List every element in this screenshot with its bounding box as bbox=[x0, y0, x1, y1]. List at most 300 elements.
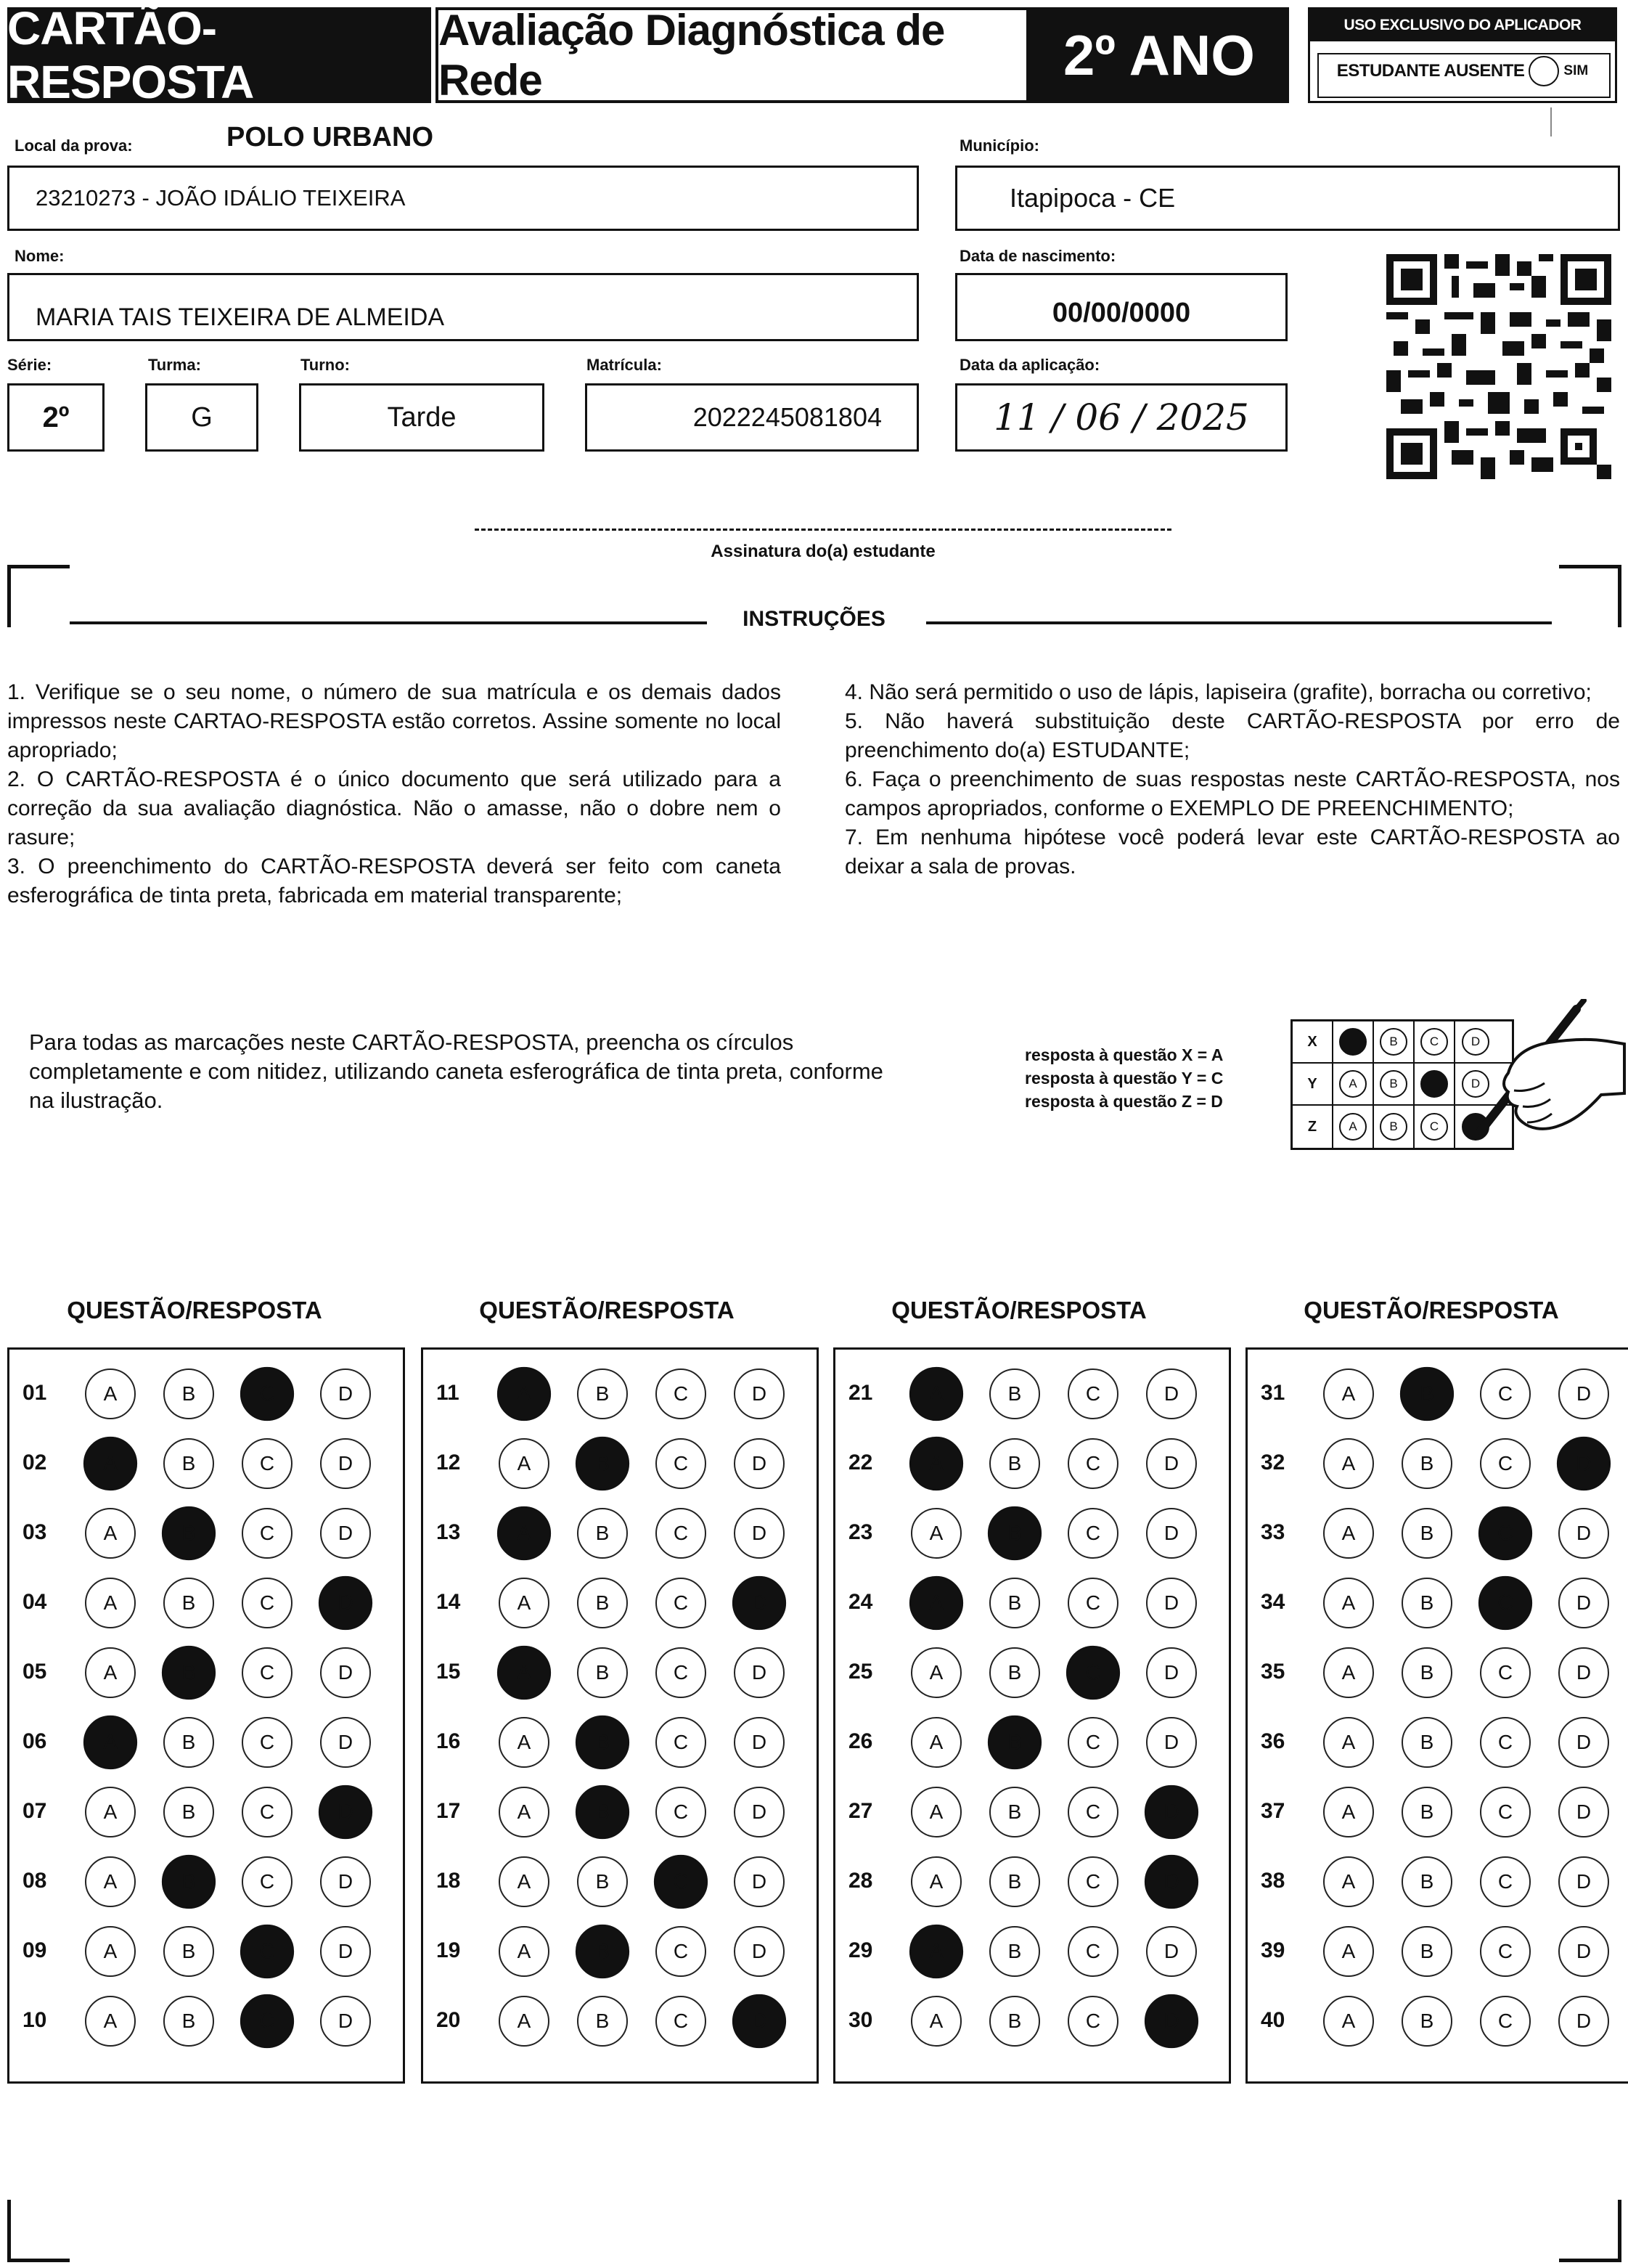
local-value: 23210273 - JOÃO IDÁLIO TEIXEIRA bbox=[36, 185, 406, 211]
answer-bubble-d[interactable]: D bbox=[1145, 1785, 1198, 1839]
answer-bubble-a[interactable]: A bbox=[1323, 1717, 1374, 1768]
answer-bubble-a[interactable]: A bbox=[85, 1926, 136, 1977]
column-title: QUESTÃO/RESPOSTA bbox=[1304, 1297, 1559, 1323]
answer-bubble-d[interactable]: D bbox=[1146, 1926, 1197, 1977]
column-title: QUESTÃO/RESPOSTA bbox=[479, 1297, 735, 1323]
question-row bbox=[423, 1923, 817, 1993]
instructions-right bbox=[845, 678, 1620, 881]
answer-bubble-b[interactable]: B bbox=[1402, 1647, 1452, 1698]
answer-bubble-d[interactable]: D bbox=[1558, 1647, 1609, 1698]
example-bubble-b: B bbox=[1380, 1070, 1407, 1098]
answer-bubble-a[interactable]: A bbox=[497, 1367, 551, 1421]
answer-bubble-d[interactable]: D bbox=[734, 1787, 785, 1837]
answer-bubble-d[interactable]: D bbox=[734, 1856, 785, 1907]
answer-bubble-b[interactable]: B bbox=[577, 1508, 628, 1559]
instructions-left bbox=[7, 678, 781, 910]
answer-bubble-c[interactable]: C bbox=[1480, 1647, 1531, 1698]
local-value-top: POLO URBANO bbox=[226, 122, 433, 152]
answer-bubble-b[interactable]: B bbox=[163, 1926, 214, 1977]
answer-bubble-b[interactable]: B bbox=[1402, 1856, 1452, 1907]
answer-bubble-d[interactable]: D bbox=[1145, 1994, 1198, 2048]
instruction-item: 5. Não haverá substituição deste CARTÃO-RESPOSTA por erro de preenchimento do(a) ESTUDANTE; bbox=[845, 709, 1620, 762]
question-number: 09 bbox=[23, 1938, 47, 1962]
question-number: 22 bbox=[848, 1451, 873, 1474]
answer-bubble-c[interactable]: C bbox=[1066, 1646, 1120, 1700]
question-row bbox=[835, 1784, 1229, 1853]
answer-bubble-d[interactable]: D bbox=[320, 1508, 371, 1559]
question-number: 21 bbox=[848, 1381, 873, 1405]
matricula-value: 2022245081804 bbox=[692, 402, 882, 432]
answer-bubble-c[interactable]: C bbox=[240, 1925, 294, 1978]
answer-bubble-a[interactable]: A bbox=[911, 1717, 962, 1768]
answer-bubble-a[interactable]: A bbox=[1323, 1438, 1374, 1489]
question-row bbox=[1248, 1505, 1628, 1575]
turno-value: Tarde bbox=[387, 401, 457, 433]
question-number: 36 bbox=[1261, 1729, 1285, 1753]
answer-bubble-b[interactable]: B bbox=[989, 1578, 1040, 1628]
answer-bubble-d[interactable]: D bbox=[1558, 1996, 1609, 2047]
answer-bubble-b[interactable]: B bbox=[1402, 1717, 1452, 1768]
answer-bubble-c[interactable]: C bbox=[242, 1856, 293, 1907]
answer-bubble-a[interactable]: A bbox=[909, 1367, 963, 1421]
answer-bubble-b[interactable]: B bbox=[162, 1646, 216, 1700]
answer-bubble-b[interactable]: B bbox=[1402, 1787, 1452, 1837]
answer-bubble-a[interactable]: A bbox=[499, 1578, 549, 1628]
nome-field bbox=[7, 273, 919, 341]
answer-bubble-c[interactable]: C bbox=[1480, 1996, 1531, 2047]
question-row bbox=[423, 1366, 817, 1435]
question-number: 33 bbox=[1261, 1520, 1285, 1544]
question-number: 15 bbox=[436, 1660, 461, 1684]
example-cell bbox=[1333, 1106, 1374, 1148]
question-row bbox=[1248, 1784, 1628, 1853]
answer-bubble-a[interactable]: A bbox=[499, 1787, 549, 1837]
answer-column-1 bbox=[7, 1347, 405, 2084]
matricula-label: Matrícula: bbox=[586, 356, 662, 374]
answer-bubble-a[interactable]: A bbox=[85, 1647, 136, 1698]
answer-bubble-d[interactable]: D bbox=[320, 1856, 371, 1907]
answer-bubble-d[interactable]: D bbox=[1558, 1368, 1609, 1419]
question-row bbox=[423, 1993, 817, 2063]
answer-bubble-b[interactable]: B bbox=[988, 1506, 1042, 1560]
answer-bubble-b[interactable]: B bbox=[576, 1716, 629, 1769]
answer-bubble-b[interactable]: B bbox=[576, 1785, 629, 1839]
answer-bubble-d[interactable]: D bbox=[320, 1438, 371, 1489]
answer-bubble-d[interactable]: D bbox=[1558, 1856, 1609, 1907]
answer-bubble-b[interactable]: B bbox=[1400, 1367, 1454, 1421]
instruction-item: 3. O preenchimento do CARTÃO-RESPOSTA deverá ser feito com caneta esferográfica de tinta preta, fabricada em material transparente; bbox=[7, 854, 781, 907]
evaluation-title: Avaliação Diagnóstica de Rede bbox=[435, 7, 1029, 103]
answer-bubble-c[interactable]: C bbox=[1480, 1438, 1531, 1489]
answer-bubble-a[interactable]: A bbox=[911, 1508, 962, 1559]
instruction-item: 6. Faça o preenchimento de suas respostas neste CARTÃO-RESPOSTA, nos campos apropriados, conforme o EXEMPLO DE PREENCHIMENTO; bbox=[845, 767, 1620, 820]
answer-bubble-a[interactable]: A bbox=[497, 1646, 551, 1700]
answer-bubble-d[interactable]: D bbox=[320, 1717, 371, 1768]
answer-bubble-b[interactable]: B bbox=[988, 1716, 1042, 1769]
answer-bubble-b[interactable]: B bbox=[1402, 1508, 1452, 1559]
question-row bbox=[9, 1575, 403, 1644]
answer-bubble-a[interactable]: A bbox=[909, 1925, 963, 1978]
grade-year: 2º ANO bbox=[1029, 7, 1289, 103]
answer-bubble-a[interactable]: A bbox=[85, 1787, 136, 1837]
aplicacao-value: 11 / 06 / 2025 bbox=[994, 396, 1249, 438]
answer-bubble-a[interactable]: A bbox=[911, 1996, 962, 2047]
answer-bubble-c[interactable]: C bbox=[1068, 1508, 1118, 1559]
question-row bbox=[9, 1923, 403, 1993]
answer-bubble-c[interactable]: C bbox=[654, 1855, 708, 1909]
answer-bubble-c[interactable]: C bbox=[1480, 1717, 1531, 1768]
question-row bbox=[1248, 1435, 1628, 1505]
answer-bubble-c[interactable]: C bbox=[240, 1994, 294, 2048]
answer-bubble-d[interactable]: D bbox=[1146, 1438, 1197, 1489]
answer-bubble-c[interactable]: C bbox=[655, 1508, 706, 1559]
question-row bbox=[1248, 1644, 1628, 1714]
aplicacao-label: Data da aplicação: bbox=[960, 356, 1100, 374]
answer-bubble-d[interactable]: D bbox=[1558, 1578, 1609, 1628]
answer-bubble-a[interactable]: A bbox=[85, 1578, 136, 1628]
question-number: 39 bbox=[1261, 1938, 1285, 1962]
question-number: 34 bbox=[1261, 1590, 1285, 1614]
question-row bbox=[423, 1505, 817, 1575]
answer-bubble-c[interactable]: C bbox=[1480, 1926, 1531, 1977]
answer-bubble-b[interactable]: B bbox=[989, 1438, 1040, 1489]
question-row bbox=[423, 1644, 817, 1714]
answer-bubble-b[interactable]: B bbox=[162, 1506, 216, 1560]
instructions-rule-right bbox=[926, 621, 1552, 624]
answer-bubble-a[interactable]: A bbox=[85, 1508, 136, 1559]
answer-bubble-b[interactable]: B bbox=[989, 1996, 1040, 2047]
nascimento-field bbox=[955, 273, 1288, 341]
question-number: 08 bbox=[23, 1869, 47, 1893]
answer-bubble-a[interactable]: A bbox=[83, 1437, 137, 1490]
question-number: 25 bbox=[848, 1660, 873, 1684]
absent-row bbox=[1310, 41, 1615, 101]
answer-bubble-c[interactable]: C bbox=[1068, 1438, 1118, 1489]
answer-bubble-c[interactable]: C bbox=[1068, 1578, 1118, 1628]
question-row bbox=[1248, 1366, 1628, 1435]
answer-bubble-a[interactable]: A bbox=[499, 1926, 549, 1977]
question-number: 27 bbox=[848, 1799, 873, 1823]
turno-field bbox=[299, 383, 544, 452]
signature-line[interactable] bbox=[475, 529, 1171, 531]
answer-bubble-d[interactable]: D bbox=[1557, 1437, 1611, 1490]
question-number: 07 bbox=[23, 1799, 47, 1823]
example-bubble-c bbox=[1420, 1070, 1448, 1098]
question-number: 13 bbox=[436, 1520, 461, 1544]
question-number: 10 bbox=[23, 2008, 47, 2032]
applicator-title: USO EXCLUSIVO DO APLICADOR bbox=[1310, 9, 1615, 41]
answer-bubble-d[interactable]: D bbox=[1146, 1578, 1197, 1628]
answer-bubble-c[interactable]: C bbox=[1480, 1368, 1531, 1419]
answer-bubble-a[interactable]: A bbox=[1323, 1856, 1374, 1907]
answer-bubble-c[interactable]: C bbox=[655, 1926, 706, 1977]
answer-bubble-d[interactable]: D bbox=[734, 1647, 785, 1698]
question-number: 05 bbox=[23, 1660, 47, 1684]
answer-bubble-d[interactable]: D bbox=[320, 1996, 371, 2047]
hand-pen-icon bbox=[1466, 999, 1628, 1141]
question-row bbox=[9, 1784, 403, 1853]
example-cell bbox=[1333, 1021, 1374, 1063]
answer-bubble-b[interactable]: B bbox=[163, 1368, 214, 1419]
answer-bubble-b[interactable]: B bbox=[163, 1996, 214, 2047]
answer-bubble-c[interactable]: C bbox=[1068, 1926, 1118, 1977]
tick-mark bbox=[1550, 107, 1552, 136]
question-number: 18 bbox=[436, 1869, 461, 1893]
example-text: Para todas as marcações neste CARTÃO-RESPOSTA, preencha os círculos completamente e com nitidez, utilizando caneta esferográfica de tinta preta, conforme na ilustração. bbox=[29, 1029, 883, 1113]
question-row bbox=[9, 1644, 403, 1714]
answer-bubble-b[interactable]: B bbox=[989, 1647, 1040, 1698]
answer-bubble-d[interactable]: D bbox=[1558, 1926, 1609, 1977]
example-bubble-d: D bbox=[1462, 1070, 1489, 1098]
answer-bubble-b[interactable]: B bbox=[577, 1996, 628, 2047]
instructions-title: INSTRUÇÕES bbox=[743, 607, 885, 631]
answer-bubble-d[interactable]: D bbox=[320, 1926, 371, 1977]
answer-bubble-b[interactable]: B bbox=[577, 1856, 628, 1907]
answer-bubble-b[interactable]: B bbox=[1402, 1578, 1452, 1628]
question-number: 23 bbox=[848, 1520, 873, 1544]
question-number: 38 bbox=[1261, 1869, 1285, 1893]
answer-bubble-b[interactable]: B bbox=[989, 1787, 1040, 1837]
question-number: 17 bbox=[436, 1799, 461, 1823]
municipio-label: Município: bbox=[960, 136, 1039, 155]
answer-bubble-b[interactable]: B bbox=[577, 1368, 628, 1419]
question-row bbox=[9, 1714, 403, 1784]
question-number: 03 bbox=[23, 1520, 47, 1544]
card-title: CARTÃO-RESPOSTA bbox=[7, 7, 431, 103]
question-row bbox=[9, 1435, 403, 1505]
answer-bubble-d[interactable]: D bbox=[734, 1368, 785, 1419]
example-row-label: Z bbox=[1293, 1106, 1333, 1148]
question-row bbox=[9, 1853, 403, 1923]
answer-bubble-d[interactable]: D bbox=[320, 1368, 371, 1419]
example-cell bbox=[1333, 1063, 1374, 1105]
answer-bubble-b[interactable]: B bbox=[1402, 1438, 1452, 1489]
answer-bubble-c[interactable]: C bbox=[240, 1367, 294, 1421]
nascimento-value: 00/00/0000 bbox=[1052, 297, 1191, 328]
answer-bubble-a[interactable]: A bbox=[499, 1717, 549, 1768]
answer-bubble-a[interactable]: A bbox=[1323, 1787, 1374, 1837]
answer-bubble-d[interactable]: D bbox=[1558, 1508, 1609, 1559]
answer-column-2 bbox=[421, 1347, 819, 2084]
answer-bubble-a[interactable]: A bbox=[85, 1368, 136, 1419]
answer-bubble-d[interactable]: D bbox=[319, 1785, 372, 1839]
answer-bubble-a[interactable]: A bbox=[1323, 1996, 1374, 2047]
answer-bubble-c[interactable]: C bbox=[1480, 1787, 1531, 1837]
answer-bubble-b[interactable]: B bbox=[576, 1925, 629, 1978]
question-number: 12 bbox=[436, 1451, 461, 1474]
answer-column-4 bbox=[1245, 1347, 1628, 2084]
answer-bubble-a[interactable]: A bbox=[911, 1856, 962, 1907]
answer-bubble-b[interactable]: B bbox=[163, 1787, 214, 1837]
instruction-item: 4. Não será permitido o uso de lápis, lapiseira (grafite), borracha ou corretivo; bbox=[845, 680, 1592, 704]
answer-bubble-b[interactable]: B bbox=[989, 1368, 1040, 1419]
answer-bubble-a[interactable]: A bbox=[83, 1716, 137, 1769]
example-legend-z: resposta à questão Z = D bbox=[1025, 1092, 1223, 1111]
answer-bubble-a[interactable]: A bbox=[911, 1787, 962, 1837]
answer-bubble-a[interactable]: A bbox=[497, 1506, 551, 1560]
answer-bubble-c[interactable]: C bbox=[242, 1647, 293, 1698]
answer-bubble-c[interactable]: C bbox=[1480, 1856, 1531, 1907]
column-title: QUESTÃO/RESPOSTA bbox=[67, 1297, 322, 1323]
question-row bbox=[423, 1575, 817, 1644]
municipio-field bbox=[955, 166, 1620, 231]
example-cell bbox=[1374, 1063, 1415, 1105]
answer-bubble-b[interactable]: B bbox=[1402, 1926, 1452, 1977]
nome-label: Nome: bbox=[15, 247, 65, 265]
question-number: 01 bbox=[23, 1381, 47, 1405]
question-row bbox=[423, 1435, 817, 1505]
question-row bbox=[423, 1784, 817, 1853]
answer-bubble-c[interactable]: C bbox=[242, 1787, 293, 1837]
example-bubble-a: A bbox=[1339, 1070, 1367, 1098]
question-row bbox=[835, 1366, 1229, 1435]
answer-bubble-b[interactable]: B bbox=[162, 1855, 216, 1909]
question-row bbox=[835, 1853, 1229, 1923]
answer-bubble-a[interactable]: A bbox=[499, 1438, 549, 1489]
question-number: 30 bbox=[848, 2008, 873, 2032]
absent-option: SIM bbox=[1563, 63, 1589, 78]
question-number: 37 bbox=[1261, 1799, 1285, 1823]
answer-bubble-a[interactable]: A bbox=[911, 1647, 962, 1698]
answer-bubble-c[interactable]: C bbox=[1068, 1717, 1118, 1768]
question-number: 28 bbox=[848, 1869, 873, 1893]
serie-value: 2º bbox=[42, 401, 70, 433]
instruction-item: 2. O CARTÃO-RESPOSTA é o único documento que será utilizado para a correção da sua avaliação diagnóstica. Não o amasse, não o dobre nem o rasure; bbox=[7, 767, 781, 849]
question-row bbox=[423, 1853, 817, 1923]
answer-bubble-c[interactable]: C bbox=[1068, 1856, 1118, 1907]
answer-bubble-d[interactable]: D bbox=[732, 1576, 786, 1630]
answer-bubble-a[interactable]: A bbox=[909, 1576, 963, 1630]
answer-bubble-c[interactable]: C bbox=[655, 1368, 706, 1419]
answer-bubble-d[interactable]: D bbox=[1146, 1717, 1197, 1768]
answer-bubble-b[interactable]: B bbox=[576, 1437, 629, 1490]
answer-bubble-d[interactable]: D bbox=[734, 1508, 785, 1559]
question-number: 35 bbox=[1261, 1660, 1285, 1684]
answer-bubble-b[interactable]: B bbox=[989, 1926, 1040, 1977]
example-row-label: Y bbox=[1293, 1063, 1333, 1105]
question-row bbox=[1248, 1714, 1628, 1784]
answer-bubble-d[interactable]: D bbox=[319, 1576, 372, 1630]
answer-bubble-a[interactable]: A bbox=[909, 1437, 963, 1490]
answer-bubble-d[interactable]: D bbox=[1146, 1647, 1197, 1698]
answer-bubble-b[interactable]: B bbox=[163, 1578, 214, 1628]
answer-bubble-b[interactable]: B bbox=[577, 1647, 628, 1698]
instruction-item: 7. Em nenhuma hipótese você poderá levar este CARTÃO-RESPOSTA ao deixar a sala de provas. bbox=[845, 825, 1620, 878]
answer-bubble-d[interactable]: D bbox=[734, 1717, 785, 1768]
answer-bubble-d[interactable]: D bbox=[734, 1926, 785, 1977]
answer-bubble-d[interactable]: D bbox=[320, 1647, 371, 1698]
matricula-field bbox=[585, 383, 919, 452]
answer-bubble-c[interactable]: C bbox=[1478, 1506, 1532, 1560]
answer-bubble-c[interactable]: C bbox=[242, 1717, 293, 1768]
corner-mark-bottom-right bbox=[1559, 2200, 1621, 2262]
answer-bubble-c[interactable]: C bbox=[242, 1578, 293, 1628]
answer-bubble-d[interactable]: D bbox=[1145, 1855, 1198, 1909]
answer-bubble-c[interactable]: C bbox=[1068, 1996, 1118, 2047]
question-row bbox=[9, 1505, 403, 1575]
example-bubble-c: C bbox=[1420, 1028, 1448, 1056]
absent-label: ESTUDANTE AUSENTE bbox=[1336, 61, 1525, 81]
absent-bubble[interactable] bbox=[1529, 56, 1559, 86]
answer-bubble-c[interactable]: C bbox=[1068, 1787, 1118, 1837]
answer-bubble-c[interactable]: C bbox=[655, 1438, 706, 1489]
answer-bubble-d[interactable]: D bbox=[1146, 1368, 1197, 1419]
answer-bubble-a[interactable]: A bbox=[85, 1996, 136, 2047]
answer-bubble-d[interactable]: D bbox=[732, 1994, 786, 2048]
question-row bbox=[835, 1435, 1229, 1505]
answer-bubble-a[interactable]: A bbox=[499, 1996, 549, 2047]
serie-label: Série: bbox=[7, 356, 52, 374]
answer-bubble-c[interactable]: C bbox=[1068, 1368, 1118, 1419]
answer-bubble-a[interactable]: A bbox=[85, 1856, 136, 1907]
qr-code-icon bbox=[1386, 251, 1611, 482]
answer-bubble-c[interactable]: C bbox=[655, 1787, 706, 1837]
question-row bbox=[835, 1505, 1229, 1575]
question-number: 24 bbox=[848, 1590, 873, 1614]
turma-field bbox=[145, 383, 258, 452]
answer-bubble-a[interactable]: A bbox=[1323, 1647, 1374, 1698]
example-legend-x: resposta à questão X = A bbox=[1025, 1045, 1224, 1064]
example-bubble-a: A bbox=[1339, 1113, 1367, 1141]
answer-bubble-c[interactable]: C bbox=[242, 1508, 293, 1559]
question-number: 31 bbox=[1261, 1381, 1285, 1405]
answer-bubble-b[interactable]: B bbox=[1402, 1996, 1452, 2047]
question-row bbox=[1248, 1575, 1628, 1644]
example-cell bbox=[1415, 1021, 1455, 1063]
example-legend-y: resposta à questão Y = C bbox=[1025, 1069, 1224, 1088]
answer-bubble-c[interactable]: C bbox=[242, 1438, 293, 1489]
signature-label: Assinatura do(a) estudante bbox=[711, 542, 936, 561]
question-number: 29 bbox=[848, 1938, 873, 1962]
answer-bubble-a[interactable]: A bbox=[1323, 1508, 1374, 1559]
answer-bubble-a[interactable]: A bbox=[1323, 1578, 1374, 1628]
question-number: 04 bbox=[23, 1590, 47, 1614]
answer-bubble-c[interactable]: C bbox=[655, 1717, 706, 1768]
answer-bubble-d[interactable]: D bbox=[1558, 1717, 1609, 1768]
example-bubble-a bbox=[1339, 1028, 1367, 1056]
corner-mark-bottom-left bbox=[7, 2200, 70, 2262]
municipio-value: Itapipoca - CE bbox=[1010, 183, 1176, 213]
example-bubble-c: C bbox=[1420, 1113, 1448, 1141]
answer-bubble-c[interactable]: C bbox=[1478, 1576, 1532, 1630]
answer-bubble-d[interactable]: D bbox=[734, 1438, 785, 1489]
question-number: 19 bbox=[436, 1938, 461, 1962]
column-title: QUESTÃO/RESPOSTA bbox=[891, 1297, 1147, 1323]
turma-label: Turma: bbox=[148, 356, 201, 374]
answer-bubble-c[interactable]: C bbox=[655, 1996, 706, 2047]
answer-bubble-c[interactable]: C bbox=[655, 1647, 706, 1698]
answer-bubble-b[interactable]: B bbox=[163, 1438, 214, 1489]
example-cell bbox=[1374, 1021, 1415, 1063]
answer-bubble-a[interactable]: A bbox=[1323, 1926, 1374, 1977]
answer-bubble-d[interactable]: D bbox=[1146, 1508, 1197, 1559]
question-row bbox=[835, 1644, 1229, 1714]
answer-bubble-a[interactable]: A bbox=[499, 1856, 549, 1907]
question-number: 32 bbox=[1261, 1451, 1285, 1474]
answer-bubble-b[interactable]: B bbox=[989, 1856, 1040, 1907]
example-bubble-b: B bbox=[1380, 1113, 1407, 1141]
question-row bbox=[1248, 1923, 1628, 1993]
answer-bubble-a[interactable]: A bbox=[1323, 1368, 1374, 1419]
answer-bubble-b[interactable]: B bbox=[577, 1578, 628, 1628]
answer-bubble-d[interactable]: D bbox=[1558, 1787, 1609, 1837]
example-bubble-d: D bbox=[1462, 1028, 1489, 1056]
question-number: 11 bbox=[436, 1381, 459, 1405]
turma-value: G bbox=[191, 401, 213, 433]
answer-bubble-b[interactable]: B bbox=[163, 1717, 214, 1768]
answer-bubble-c[interactable]: C bbox=[655, 1578, 706, 1628]
answer-column-3 bbox=[833, 1347, 1231, 2084]
